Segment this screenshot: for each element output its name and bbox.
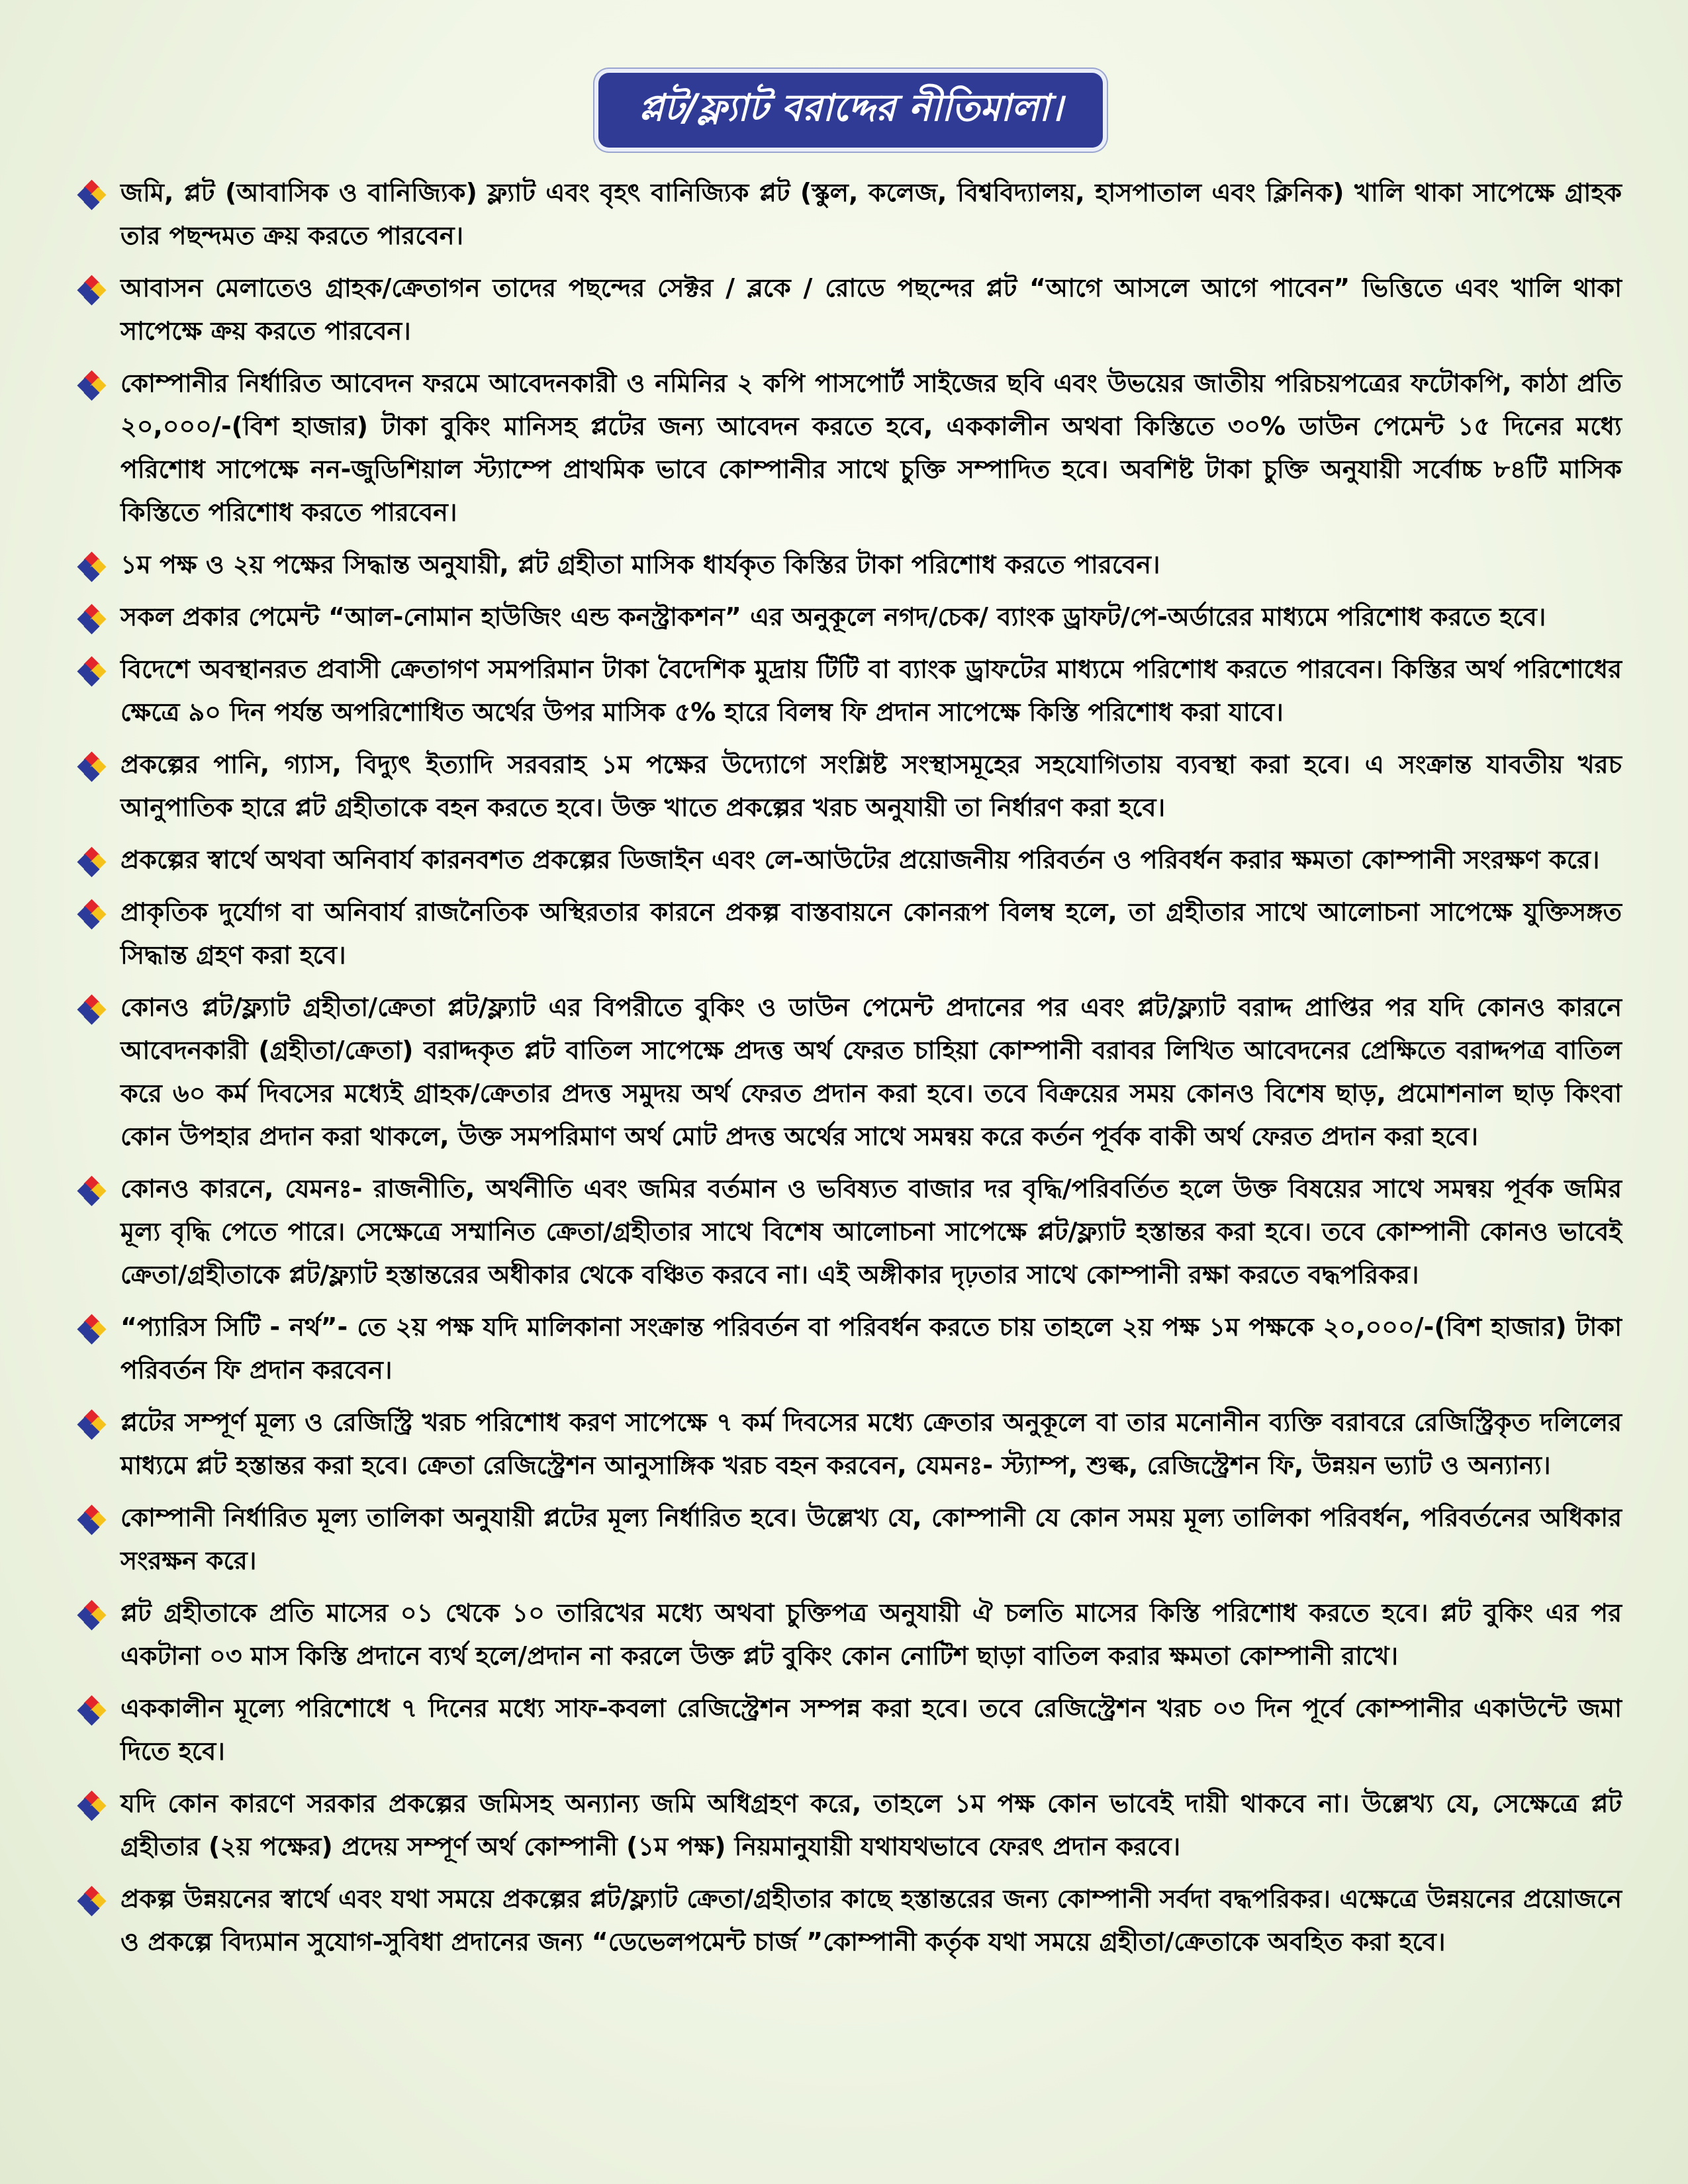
diamond-bullet-icon xyxy=(79,1602,105,1627)
rule-item xyxy=(79,1167,1622,1297)
rule-text: বিদেশে অবস্থানরত প্রবাসী ক্রেতাগণ সমপরিমান টাকা বৈদেশিক মুদ্রায় টিটি বা ব্যাংক ড্রাফটের মাধ্যমে পরিশোধ করতে পারবেন। কিস্তির অর্থ পরিশোধের ক্ষেত্রে ৯০ দিন পর্যন্ত অপরিশোধিত অর্থের উপর মাসিক ৫% হারে বিলম্ব ফি প্রদান সাপেক্ষে কিস্তি পরিশোধ করা যাবে। xyxy=(120,654,1622,727)
rule-text: প্রাকৃতিক দুর্যোগ বা অনিবার্য রাজনৈতিক অস্থিরতার কারনে প্রকল্প বাস্তবায়নে কোনরূপ বিলম্ব হলে, তা গ্রহীতার সাথে আলোচনা সাপেক্ষে যুক্তিসঙ্গত সিদ্ধান্ত গ্রহণ করা হবে। xyxy=(120,897,1622,970)
diamond-bullet-icon xyxy=(79,1178,105,1203)
diamond-bullet-icon xyxy=(79,1507,105,1532)
rule-text: প্রকল্প উন্নয়নের স্বার্থে এবং যথা সময়ে প্রকল্পের প্লট/ফ্ল্যাট ক্রেতা/গ্রহীতার কাছে হস্তান্তরের জন্য কোম্পানী সর্বদা বদ্ধপরিকর। এক্ষেত্রে উন্নয়নের প্রয়োজনে ও প্রকল্পে বিদ্যমান সুযোগ-সুবিধা প্রদানের জন্য “ডেভেলপমেন্ট চার্জ ”কোম্পানী কর্তৃক যথা সময়ে গ্রহীতা/ক্রেতাকে অবহিত করা হবে। xyxy=(120,1884,1622,1956)
rule-item xyxy=(79,596,1622,639)
rule-item xyxy=(79,648,1622,734)
diamond-bullet-icon xyxy=(79,849,105,874)
rule-item xyxy=(79,543,1622,586)
rule-item xyxy=(79,1592,1622,1678)
diamond-bullet-icon xyxy=(79,659,105,684)
rule-text: কোম্পানীর নির্ধারিত আবেদন ফরমে আবেদনকারী ও নমিনির ২ কপি পাসপোর্ট সাইজের ছবি এবং উভয়ের জাতীয় পরিচয়পত্রের ফটোকপি, কাঠা প্রতি ২০,০০০/-(বিশ হাজার) টাকা বুকিং মানিসহ প্লটের জন্য আবেদন করতে হবে, এককালীন অথবা কিস্তিতে ৩০% ডাউন পেমেন্ট ১৫ দিনের মধ্যে পরিশোধ সাপেক্ষে নন-জুডিশিয়াল স্ট্যাম্পে প্রাথমিক ভাবে কোম্পানীর সাথে চুক্তি সম্পাদিত হবে। অবশিষ্ট টাকা চুক্তি অনুযায়ী সর্বোচ্চ ৮৪টি মাসিক কিস্তিতে পরিশোধ করতে পারবেন। xyxy=(120,368,1622,527)
diamond-bullet-icon xyxy=(79,1698,105,1723)
rule-text: আবাসন মেলাতেও গ্রাহক/ক্রেতাগন তাদের পছন্দের সেক্টর / ব্লকে / রোডে পছন্দের প্লট “আগে আসলে আগে পাবেন” ভিত্তিতে এবং খালি থাকা সাপেক্ষে ক্রয় করতে পারবেন। xyxy=(120,273,1622,345)
rule-text: যদি কোন কারণে সরকার প্রকল্পের জমিসহ অন্যান্য জমি অধিগ্রহণ করে, তাহলে ১ম পক্ষ কোন ভাবেই দায়ী থাকবে না। উল্লেখ্য যে, সেক্ষেত্রে প্লট গ্রহীতার (২য় পক্ষের) প্রদেয় সম্পূর্ণ অর্থ কোম্পানী (১ম পক্ষ) নিয়মানুযায়ী যথাযথভাবে ফেরৎ প্রদান করবে। xyxy=(120,1788,1622,1861)
diamond-bullet-icon xyxy=(79,901,105,927)
diamond-bullet-icon xyxy=(79,754,105,779)
rule-item xyxy=(79,986,1622,1158)
diamond-bullet-icon xyxy=(79,1412,105,1437)
rule-item xyxy=(79,171,1622,257)
rule-item xyxy=(79,267,1622,353)
rule-item xyxy=(79,1496,1622,1582)
diamond-bullet-icon xyxy=(79,554,105,579)
rule-text: কোনও কারনে, যেমনঃ- রাজনীতি, অর্থনীতি এবং জমির বর্তমান ও ভবিষ্যত বাজার দর বৃদ্ধি/পরিবর্তিত হলে উক্ত বিষয়ের সাথে সমন্বয় পূর্বক জমির মূল্য বৃদ্ধি পেতে পারে। সেক্ষেত্রে সম্মানিত ক্রেতা/গ্রহীতার সাথে বিশেষ আলোচনা সাপেক্ষে প্লট/ফ্ল্যাট হস্তান্তর করা হবে। তবে কোম্পানী কোনও ভাবেই ক্রেতা/গ্রহীতাকে প্লট/ফ্ল্যাট হস্তান্তরের অধীকার থেকে বঞ্চিত করবে না। এই অঙ্গীকার দৃঢ়তার সাথে কোম্পানী রক্ষা করতে বদ্ধপরিকর। xyxy=(120,1173,1622,1289)
diamond-bullet-icon xyxy=(79,1888,105,1913)
rule-text: এককালীন মূল্যে পরিশোধে ৭ দিনের মধ্যে সাফ-কবলা রেজিস্ট্রেশন সম্পন্ন করা হবে। তবে রেজিস্ট্রেশন খরচ ০৩ দিন পূর্বে কোম্পানীর একাউন্টে জমা দিতে হবে। xyxy=(120,1693,1622,1766)
rule-text: প্লট গ্রহীতাকে প্রতি মাসের ০১ থেকে ১০ তারিখের মধ্যে অথবা চুক্তিপত্র অনুযায়ী ঐ চলতি মাসের কিস্তি পরিশোধ করতে হবে। প্লট বুকিং এর পর একটানা ০৩ মাস কিস্তি প্রদানে ব্যর্থ হলে/প্রদান না করলে উক্ত প্লট বুকিং কোন নোটিশ ছাড়া বাতিল করার ক্ষমতা কোম্পানী রাখে। xyxy=(120,1598,1622,1670)
diamond-bullet-icon xyxy=(79,277,105,302)
diamond-bullet-icon xyxy=(79,606,105,631)
diamond-bullet-icon xyxy=(79,1316,105,1342)
diamond-bullet-icon xyxy=(79,997,105,1022)
rule-item xyxy=(79,1687,1622,1773)
diamond-bullet-icon xyxy=(79,182,105,207)
rule-item xyxy=(79,1306,1622,1392)
rule-item xyxy=(79,362,1622,534)
rule-item xyxy=(79,743,1622,829)
rule-item xyxy=(79,1782,1622,1868)
diamond-bullet-icon xyxy=(79,1793,105,1818)
rule-text: প্লটের সম্পূর্ণ মূল্য ও রেজিস্ট্রি খরচ পরিশোধ করণ সাপেক্ষে ৭ কর্ম দিবসের মধ্যে ক্রেতার অনুকূলে বা তার মনোনীন ব্যক্তি বরাবরে রেজিস্ট্রিকৃত দলিলের মাধ্যমে প্লট হস্তান্তর করা হবে। ক্রেতা রেজিস্ট্রেশন আনুসাঙ্গিক খরচ বহন করবেন, যেমনঃ- স্ট্যাম্প, শুল্ক, রেজিস্ট্রেশন ফি, উন্নয়ন ভ্যাট ও অন্যান্য। xyxy=(120,1407,1622,1480)
page-title: প্লট/ফ্ল্যাট বরাদ্দের নীতিমালা। xyxy=(598,73,1102,148)
rule-item xyxy=(79,1401,1622,1487)
rule-text: কোম্পানী নির্ধারিত মূল্য তালিকা অনুযায়ী প্লটের মূল্য নির্ধারিত হবে। উল্লেখ্য যে, কোম্পানী যে কোন সময় মূল্য তালিকা পরিবর্ধন, পরিবর্তনের অধিকার সংরক্ষন করে। xyxy=(120,1502,1622,1575)
rule-item xyxy=(79,891,1622,977)
rules-list xyxy=(79,171,1622,1964)
rule-item xyxy=(79,1878,1622,1964)
rule-text: “প্যারিস সিটি - নর্থ”- তে ২য় পক্ষ যদি মালিকানা সংক্রান্ত পরিবর্তন বা পরিবর্ধন করতে চায় তাহলে ২য় পক্ষ ১ম পক্ষকে ২০,০০০/-(বিশ হাজার) টাকা পরিবর্তন ফি প্রদান করবেন। xyxy=(120,1312,1622,1385)
rule-text: প্রকল্পের স্বার্থে অথবা অনিবার্য কারনবশত প্রকল্পের ডিজাইন এবং লে-আউটের প্রয়োজনীয় পরিবর্তন ও পরিবর্ধন করার ক্ষমতা কোম্পানী সংরক্ষণ করে। xyxy=(120,844,1600,874)
title-wrap xyxy=(79,0,1622,148)
diamond-bullet-icon xyxy=(79,373,105,398)
rule-text: জমি, প্লট (আবাসিক ও বানিজ্যিক) ফ্ল্যাট এবং বৃহৎ বানিজ্যিক প্লট (স্কুল, কলেজ, বিশ্ববিদ্যালয়, হাসপাতাল এবং ক্লিনিক) খালি থাকা সাপেক্ষে গ্রাহক তার পছন্দমত ক্রয় করতে পারবেন। xyxy=(120,177,1622,250)
rule-text: সকল প্রকার পেমেন্ট “আল-নোমান হাউজিং এন্ড কনস্ট্রাকশন” এর অনুকূলে নগদ/চেক/ ব্যাংক ড্রাফট/পে-অর্ডারের মাধ্যমে পরিশোধ করতে হবে। xyxy=(120,602,1546,631)
rule-text: কোনও প্লট/ফ্ল্যাট গ্রহীতা/ক্রেতা প্লট/ফ্ল্যাট এর বিপরীতে বুকিং ও ডাউন পেমেন্ট প্রদানের পর এবং প্লট/ফ্ল্যাট বরাদ্দ প্রাপ্তির পর যদি কোনও কারনে আবেদনকারী (গ্রহীতা/ক্রেতা) বরাদ্দকৃত প্লট বাতিল সাপেক্ষে প্রদত্ত অর্থ ফেরত চাহিয়া কোম্পানী বরাবর লিখিত আবেদনের প্রেক্ষিতে বরাদ্দপত্র বাতিল করে ৬০ কর্ম দিবসের মধ্যেই গ্রাহক/ক্রেতার প্রদত্ত সমুদয় অর্থ ফেরত প্রদান করা হবে। তবে বিক্রয়ের সময় কোনও বিশেষ ছাড়, প্রমোশনাল ছাড় কিংবা কোন উপহার প্রদান করা থাকলে, উক্ত সমপরিমাণ অর্থ মোট প্রদত্ত অর্থের সাথে সমন্বয় করে কর্তন পূর্বক বাকী অর্থ ফেরত প্রদান করা হবে। xyxy=(120,992,1622,1151)
rule-text: ১ম পক্ষ ও ২য় পক্ষের সিদ্ধান্ত অনুযায়ী, প্লট গ্রহীতা মাসিক ধার্যকৃত কিস্তির টাকা পরিশোধ করতে পারবেন। xyxy=(120,549,1160,579)
rule-text: প্রকল্পের পানি, গ্যাস, বিদ্যুৎ ইত্যাদি সরবরাহ ১ম পক্ষের উদ্যোগে সংশ্লিষ্ট সংস্থাসমূহের সহযোগিতায় ব্যবস্থা করা হবে। এ সংক্রান্ত যাবতীয় খরচ আনুপাতিক হারে প্লট গ্রহীতাকে বহন করতে হবে। উক্ত খাতে প্রকল্পের খরচ অনুযায়ী তা নির্ধারণ করা হবে। xyxy=(120,749,1622,822)
rule-item xyxy=(79,839,1622,882)
